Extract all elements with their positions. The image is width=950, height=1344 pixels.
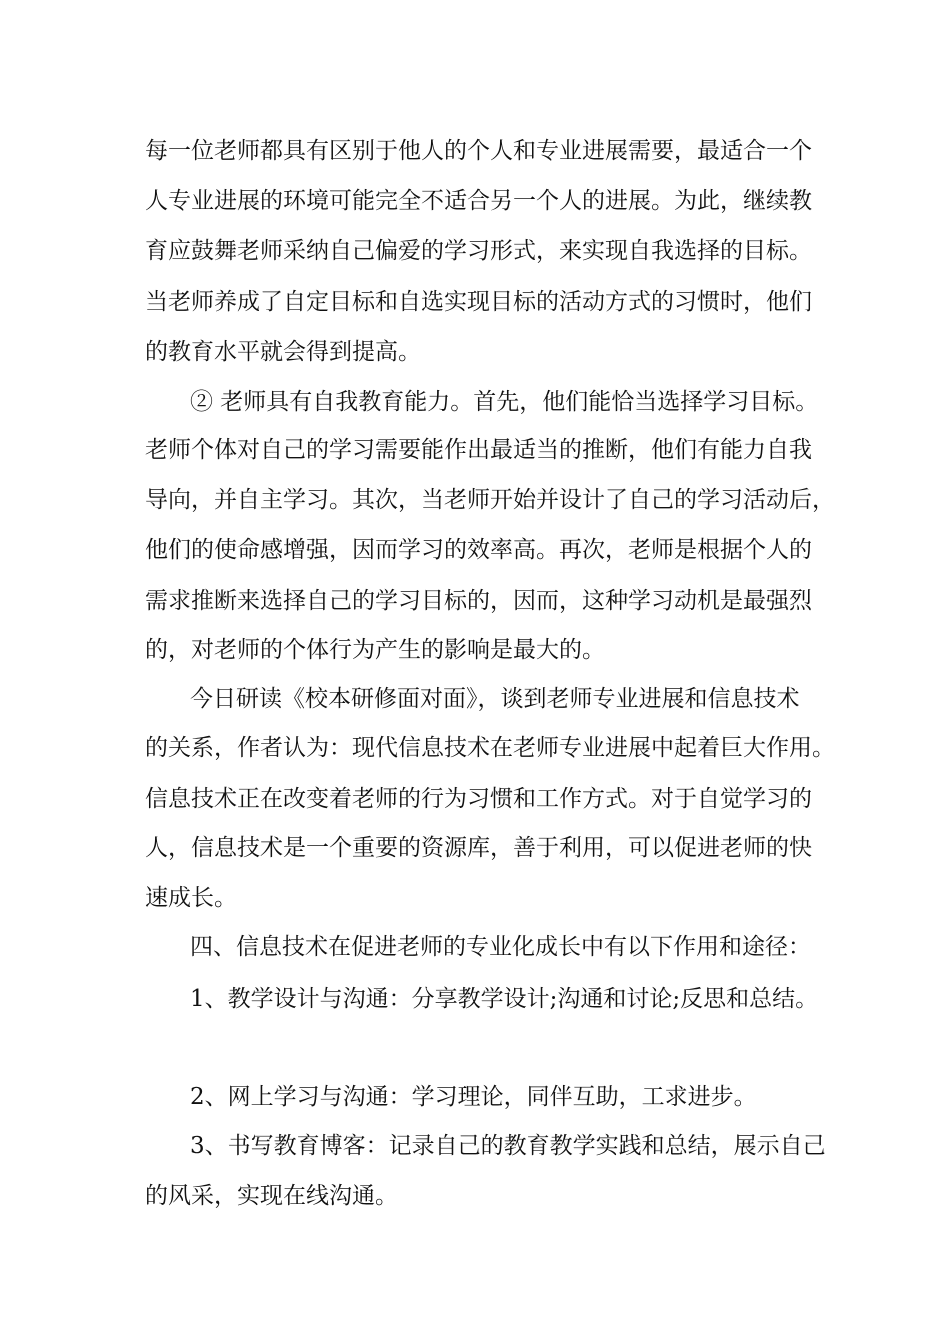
paragraph-line: 的关系，作者认为：现代信息技术在老师专业进展中起着巨大作用。 (145, 735, 835, 761)
paragraph-line: 他们的使命感增强，因而学习的效率高。再次，老师是根据个人的 (145, 537, 812, 563)
paragraph-line: 育应鼓舞老师采纳自己偏爱的学习形式，来实现自我选择的目标。 (145, 238, 812, 264)
paragraph-line: 今日研读《校本研修面对面》，谈到老师专业进展和信息技术 (190, 686, 800, 712)
list-item: 2、网上学习与沟通：学习理论，同伴互助，工求进步。 (190, 1084, 757, 1110)
list-item: 1、教学设计与沟通：分享教学设计;沟通和讨论;反思和总结。 (190, 986, 819, 1012)
paragraph-line: 老师个体对自己的学习需要能作出最适当的推断，他们有能力自我 (145, 437, 812, 463)
paragraph-line: 信息技术正在改变着老师的行为习惯和工作方式。对于自觉学习的 (145, 786, 812, 812)
paragraph-line: 导向，并自主学习。其次，当老师开始并设计了自己的学习活动后， (145, 487, 835, 513)
paragraph-line: 速成长。 (145, 885, 237, 911)
paragraph-line: 需求推断来选择自己的学习目标的，因而，这种学习动机是最强烈 (145, 588, 812, 614)
paragraph-line: 当老师养成了自定目标和自选实现目标的活动方式的习惯时，他们 (145, 289, 812, 315)
paragraph-line: 的，对老师的个体行为产生的影响是最大的。 (145, 637, 605, 663)
paragraph-line: 的风采，实现在线沟通。 (145, 1183, 398, 1209)
paragraph-line: ② 老师具有自我教育能力。首先，他们能恰当选择学习目标。 (190, 389, 819, 415)
paragraph-line: 人，信息技术是一个重要的资源库，善于利用，可以促进老师的快 (145, 835, 812, 861)
paragraph-line: 人专业进展的环境可能完全不适合另一个人的进展。为此，继续教 (145, 188, 812, 214)
paragraph-line: 四、信息技术在促进老师的专业化成长中有以下作用和途径： (190, 934, 811, 960)
paragraph-line: 每一位老师都具有区别于他人的个人和专业进展需要，最适合一个 (145, 138, 812, 164)
list-item: 3、书写教育博客：记录自己的教育教学实践和总结，展示自己 (190, 1133, 826, 1159)
paragraph-line: 的教育水平就会得到提高。 (145, 339, 421, 365)
